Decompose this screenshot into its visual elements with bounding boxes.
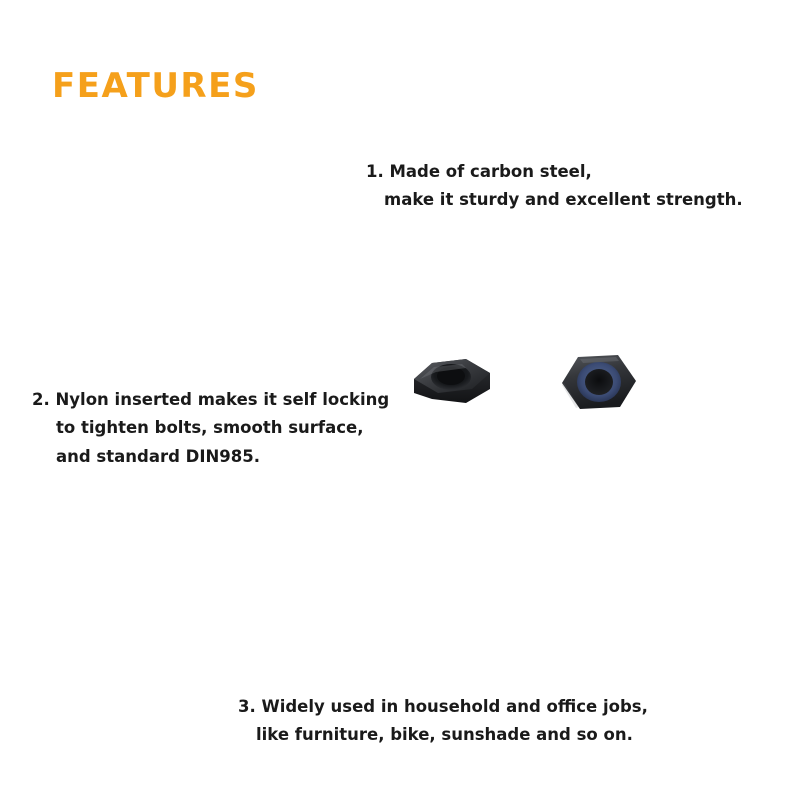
feature-item-3 xyxy=(238,693,648,750)
nylon-lock-nut-front-image xyxy=(556,341,644,427)
feature-2-line-1: 2. Nylon inserted makes it self locking xyxy=(32,390,390,409)
feature-3-line-1: 3. Widely used in household and office jobs, xyxy=(238,697,648,716)
feature-item-1 xyxy=(366,158,743,215)
feature-3-line-2: like furniture, bike, sunshade and so on. xyxy=(256,725,633,745)
feature-2-line-3: and standard DIN985. xyxy=(56,446,261,466)
nylon-lock-nut-angled-image xyxy=(404,341,500,427)
feature-1-line-1: 1. Made of carbon steel, xyxy=(366,162,592,181)
feature-2-line-2: to tighten bolts, smooth surface, xyxy=(56,418,364,438)
page-title: FEATURES xyxy=(52,66,259,106)
feature-1-line-2: make it sturdy and excellent strength. xyxy=(384,190,743,210)
feature-item-2 xyxy=(32,386,389,471)
